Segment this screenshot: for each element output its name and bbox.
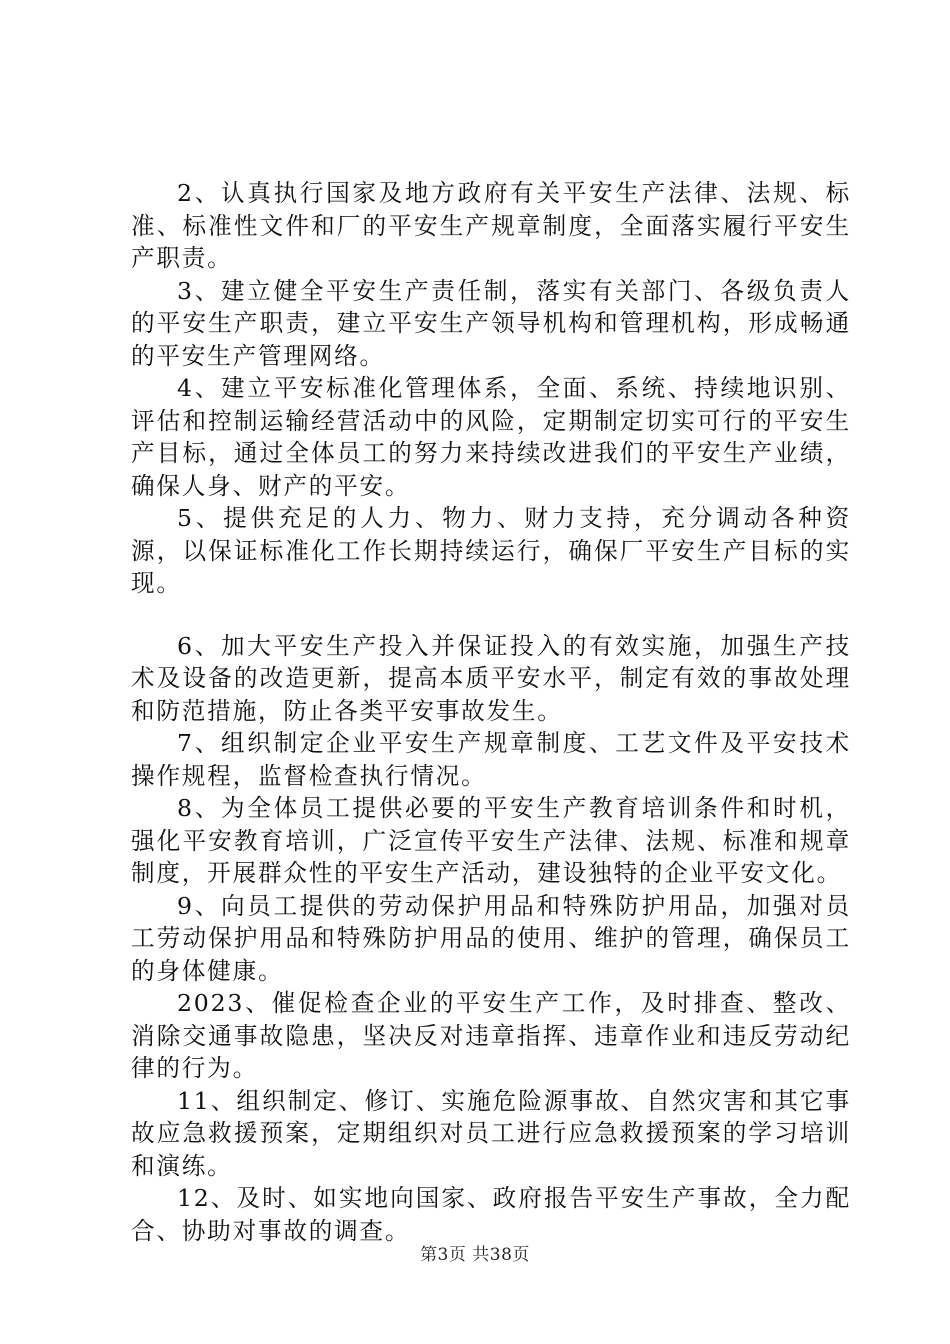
paragraph-item-10: 2023、催促检查企业的平安生产工作，及时排查、整改、消除交通事故隐患，坚决反对违章指挥、违章作业和违反劳动纪律的行为。 bbox=[131, 989, 851, 1082]
paragraph-item-11: 11、组织制定、修订、实施危险源事故、自然灾害和其它事故应急救援预案，定期组织对员工进行应急救援预案的学习培训和演练。 bbox=[131, 1086, 851, 1180]
paragraph-item-4: 4、建立平安标准化管理体系，全面、系统、持续地识别、评估和控制运输经营活动中的风险，定期制定切实可行的平安生产目标，通过全体员工的努力来持续改进我们的平安生产业绩，确保人身、财产的平安。 bbox=[131, 374, 851, 500]
paragraph-item-9: 9、向员工提供的劳动保护用品和特殊防护用品，加强对员工劳动保护用品和特殊防护用品的使用、维护的管理，确保员工的身体健康。 bbox=[131, 891, 851, 985]
paragraph-item-3: 3、建立健全平安生产责任制，落实有关部门、各级负责人的平安生产职责，建立平安生产领导机构和管理机构，形成畅通的平安生产管理网络。 bbox=[131, 276, 851, 370]
document-body bbox=[131, 177, 851, 1247]
paragraph-item-5: 5、提供充足的人力、物力、财力支持，充分调动各种资源，以保证标准化工作长期持续运行，确保厂平安生产目标的实现。 bbox=[131, 504, 851, 597]
paragraph-item-2: 2、认真执行国家及地方政府有关平安生产法律、法规、标准、标准性文件和厂的平安生产规章制度，全面落实履行平安生产职责。 bbox=[131, 179, 851, 272]
paragraph-item-12: 12、及时、如实地向国家、政府报告平安生产事故，全力配合、协助对事故的调查。 bbox=[131, 1184, 851, 1245]
page-number-footer: 第3页 共38页 bbox=[420, 1245, 530, 1265]
paragraph-item-6: 6、加大平安生产投入并保证投入的有效实施，加强生产技术及设备的改造更新，提高本质平安水平，制定有效的事故处理和防范措施，防止各类平安事故发生。 bbox=[131, 631, 851, 725]
paragraph-item-7: 7、组织制定企业平安生产规章制度、工艺文件及平安技术操作规程，监督检查执行情况。 bbox=[131, 729, 851, 790]
paragraph-item-8: 8、为全体员工提供必要的平安生产教育培训条件和时机，强化平安教育培训，广泛宣传平安生产法律、法规、标准和规章制度，开展群众性的平安生产活动，建设独特的企业平安文化。 bbox=[131, 794, 851, 887]
